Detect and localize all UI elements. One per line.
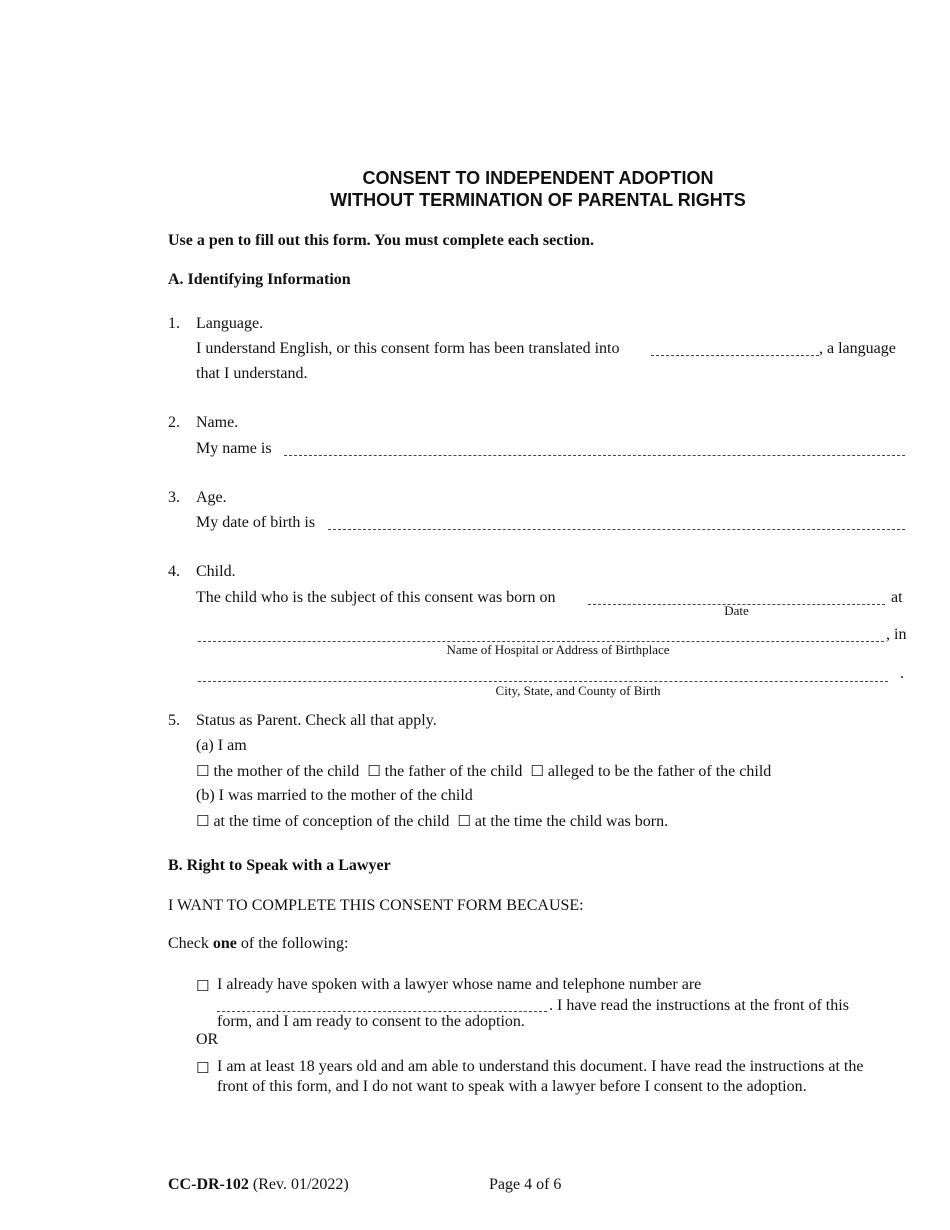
item1-text-line2: that I understand. [196, 365, 308, 382]
page-number: Page 4 of 6 [489, 1176, 562, 1193]
opt1-line1: I already have spoken with a lawyer whose name and telephone number are [217, 976, 702, 993]
section-b-statement: I WANT TO COMPLETE THIS CONSENT FORM BECAUSE: [168, 897, 584, 914]
item3-text: My date of birth is [196, 514, 316, 531]
item4-at: at [891, 589, 903, 606]
status-row-a [196, 762, 771, 781]
conception-checkbox[interactable]: ☐ [196, 812, 210, 830]
or-text: OR [196, 1031, 219, 1048]
form-title-line1: CONSENT TO INDEPENDENT ADOPTION [362, 168, 714, 188]
item4-label: Child. [196, 563, 236, 580]
item2-label: Name. [196, 414, 239, 431]
form-title-line2: WITHOUT TERMINATION OF PARENTAL RIGHTS [330, 190, 746, 210]
item4-period: . [900, 665, 904, 682]
form-id: CC-DR-102 [168, 1176, 249, 1193]
item3-label: Age. [196, 489, 227, 506]
item5-part-b: (b) I was married to the mother of the child [196, 787, 473, 804]
form-revision: (Rev. 01/2022) [252, 1176, 349, 1193]
lawyer-name-phone-field[interactable] [217, 1011, 547, 1012]
item5-label: Status as Parent. Check all that apply. [196, 712, 437, 729]
alleged-father-label: alleged to be the father of the child [547, 763, 772, 780]
alleged-father-checkbox[interactable]: ☐ [530, 762, 544, 780]
item1-label: Language. [196, 315, 264, 332]
lawyer-spoken-checkbox[interactable]: ☐ [196, 977, 210, 995]
name-field[interactable] [284, 455, 905, 456]
check-bold: one [212, 935, 237, 952]
footer-form-id [168, 1176, 349, 1194]
born-label: at the time the child was born. [474, 813, 669, 830]
no-lawyer-checkbox[interactable]: ☐ [196, 1059, 210, 1077]
item4-number: 4. [168, 563, 180, 580]
opt1-line2: . I have read the instructions at the front of this [549, 997, 849, 1014]
section-b-heading: B. Right to Speak with a Lawyer [168, 857, 391, 874]
status-row-b [196, 812, 668, 831]
opt2-line2: front of this form, and I do not want to speak with a lawyer before I consent to the adoption. [217, 1078, 807, 1095]
born-checkbox[interactable]: ☐ [457, 812, 471, 830]
city-caption: City, State, and County of Birth [495, 683, 661, 698]
item4-text: The child who is the subject of this consent was born on [196, 589, 556, 606]
item4-in: , in [886, 626, 907, 643]
opt1-line3: form, and I am ready to consent to the adoption. [217, 1013, 525, 1030]
check-prefix: Check [168, 935, 209, 952]
language-field[interactable] [651, 355, 819, 356]
hospital-caption: Name of Hospital or Address of Birthplace [446, 642, 670, 657]
item1-text-after: , a language [819, 340, 896, 357]
item2-number: 2. [168, 414, 180, 431]
date-caption: Date [724, 603, 749, 618]
check-one-instruction [168, 935, 348, 953]
date-of-birth-field[interactable] [328, 529, 905, 530]
check-suffix: of the following: [240, 935, 349, 952]
item1-number: 1. [168, 315, 180, 332]
mother-checkbox[interactable]: ☐ [196, 762, 210, 780]
section-a-heading: A. Identifying Information [168, 271, 351, 288]
city-state-county-field[interactable] [198, 681, 888, 682]
father-label: the father of the child [384, 763, 523, 780]
conception-label: at the time of conception of the child [213, 813, 450, 830]
father-checkbox[interactable]: ☐ [367, 762, 381, 780]
item2-text: My name is [196, 440, 272, 457]
item3-number: 3. [168, 489, 180, 506]
opt2-line1: I am at least 18 years old and am able to understand this document. I have read the instructions at the [217, 1058, 864, 1075]
item5-part-a: (a) I am [196, 737, 247, 754]
item1-text: I understand English, or this consent form has been translated into [196, 340, 620, 357]
mother-label: the mother of the child [213, 763, 360, 780]
instructions: Use a pen to fill out this form. You must complete each section. [168, 232, 595, 249]
item5-number: 5. [168, 712, 180, 729]
